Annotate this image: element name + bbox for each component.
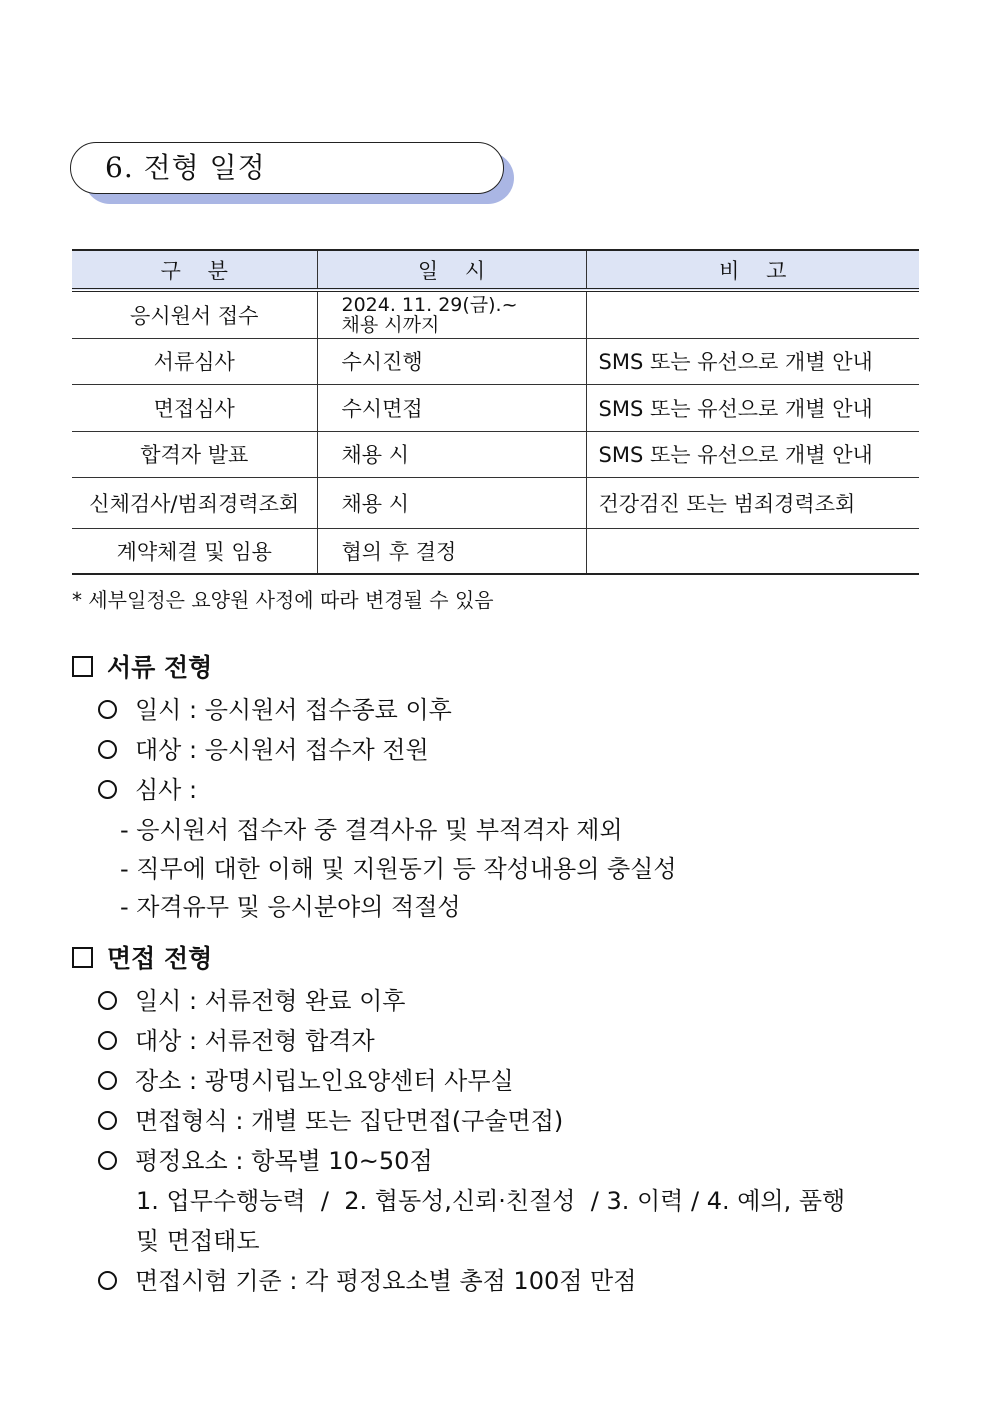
interview-title: 면접 전형 (107, 944, 213, 973)
circle-bullet-icon (98, 1111, 117, 1130)
circle-bullet-icon (98, 1271, 117, 1290)
doc-screening-heading (72, 648, 212, 684)
circle-bullet-icon (98, 1031, 117, 1050)
table-row (72, 528, 919, 574)
list-item (98, 730, 429, 765)
list-item-text: 면접형식 : 개별 또는 집단면접(구술면접) (135, 1107, 564, 1135)
sub-item: - 직무에 대한 이해 및 지원동기 등 작성내용의 충실성 (120, 855, 677, 883)
list-item-text: 대상 : 서류전형 합격자 (135, 1027, 375, 1055)
row-date: 수시면접 (317, 384, 586, 431)
row-remark: 건강검진 또는 범죄경력조회 (586, 477, 919, 528)
section-title-box (70, 142, 510, 198)
list-item-text: 일시 : 응시원서 접수종료 이후 (135, 696, 452, 724)
row-category: 면접심사 (72, 384, 317, 431)
row-remark (586, 528, 919, 574)
list-item (98, 1101, 563, 1136)
row-remark: SMS 또는 유선으로 개별 안내 (586, 338, 919, 384)
table-header-row (72, 250, 919, 290)
interview-heading (72, 939, 212, 975)
date-line-2: 채용 시까지 (341, 313, 440, 336)
doc-screening-title: 서류 전형 (107, 653, 213, 682)
circle-bullet-icon (98, 780, 117, 799)
header-date: 일 시 (317, 250, 586, 290)
list-item (98, 770, 197, 805)
circle-bullet-icon (98, 700, 117, 719)
list-item (98, 1061, 514, 1096)
circle-bullet-icon (98, 991, 117, 1010)
row-category: 서류심사 (72, 338, 317, 384)
row-date (317, 290, 586, 338)
sub-item: - 응시원서 접수자 중 결격사유 및 부적격자 제외 (120, 816, 623, 844)
row-category: 계약체결 및 임용 (72, 528, 317, 574)
row-remark: SMS 또는 유선으로 개별 안내 (586, 384, 919, 431)
circle-bullet-icon (98, 1071, 117, 1090)
sub-item: - 자격유무 및 응시분야의 적절성 (120, 893, 461, 921)
checkbox-icon (72, 656, 93, 677)
row-date: 수시진행 (317, 338, 586, 384)
header-category: 구 분 (72, 250, 317, 290)
list-item-text: 일시 : 서류전형 완료 이후 (135, 987, 406, 1015)
list-item-text: 장소 : 광명시립노인요양센터 사무실 (135, 1067, 514, 1095)
list-item (98, 981, 405, 1016)
row-category: 합격자 발표 (72, 431, 317, 477)
row-date: 협의 후 결정 (317, 528, 586, 574)
schedule-note: * 세부일정은 요양원 사정에 따라 변경될 수 있음 (72, 588, 494, 612)
table-row (72, 431, 919, 477)
schedule-table (72, 249, 919, 575)
row-category: 응시원서 접수 (72, 290, 317, 338)
table-row (72, 477, 919, 528)
header-remark: 비 고 (586, 250, 919, 290)
checkbox-icon (72, 947, 93, 968)
list-item (98, 690, 452, 725)
date-line-1: 2024. 11. 29(금).~ (341, 293, 518, 316)
circle-bullet-icon (98, 1151, 117, 1170)
table-row (72, 290, 919, 338)
row-category: 신체검사/범죄경력조회 (72, 477, 317, 528)
table-row (72, 338, 919, 384)
list-item-text: 면접시험 기준 : 각 평정요소별 총점 100점 만점 (135, 1267, 637, 1295)
row-remark: SMS 또는 유선으로 개별 안내 (586, 431, 919, 477)
criteria-line: 및 면접태도 (136, 1227, 260, 1255)
row-date: 채용 시 (317, 431, 586, 477)
criteria-line: 1. 업무수행능력 / 2. 협동성,신뢰·친절성 / 3. 이력 / 4. 예의, 품행 (136, 1187, 846, 1215)
list-item (98, 1141, 433, 1176)
row-date: 채용 시 (317, 477, 586, 528)
table-row (72, 384, 919, 431)
list-item (98, 1261, 636, 1296)
list-item-text: 심사 : (135, 776, 198, 804)
row-remark (586, 290, 919, 338)
section-title: 6. 전형 일정 (70, 142, 504, 194)
circle-bullet-icon (98, 740, 117, 759)
list-item-text: 대상 : 응시원서 접수자 전원 (135, 736, 429, 764)
list-item (98, 1021, 375, 1056)
list-item-text: 평정요소 : 항목별 10~50점 (135, 1147, 433, 1175)
